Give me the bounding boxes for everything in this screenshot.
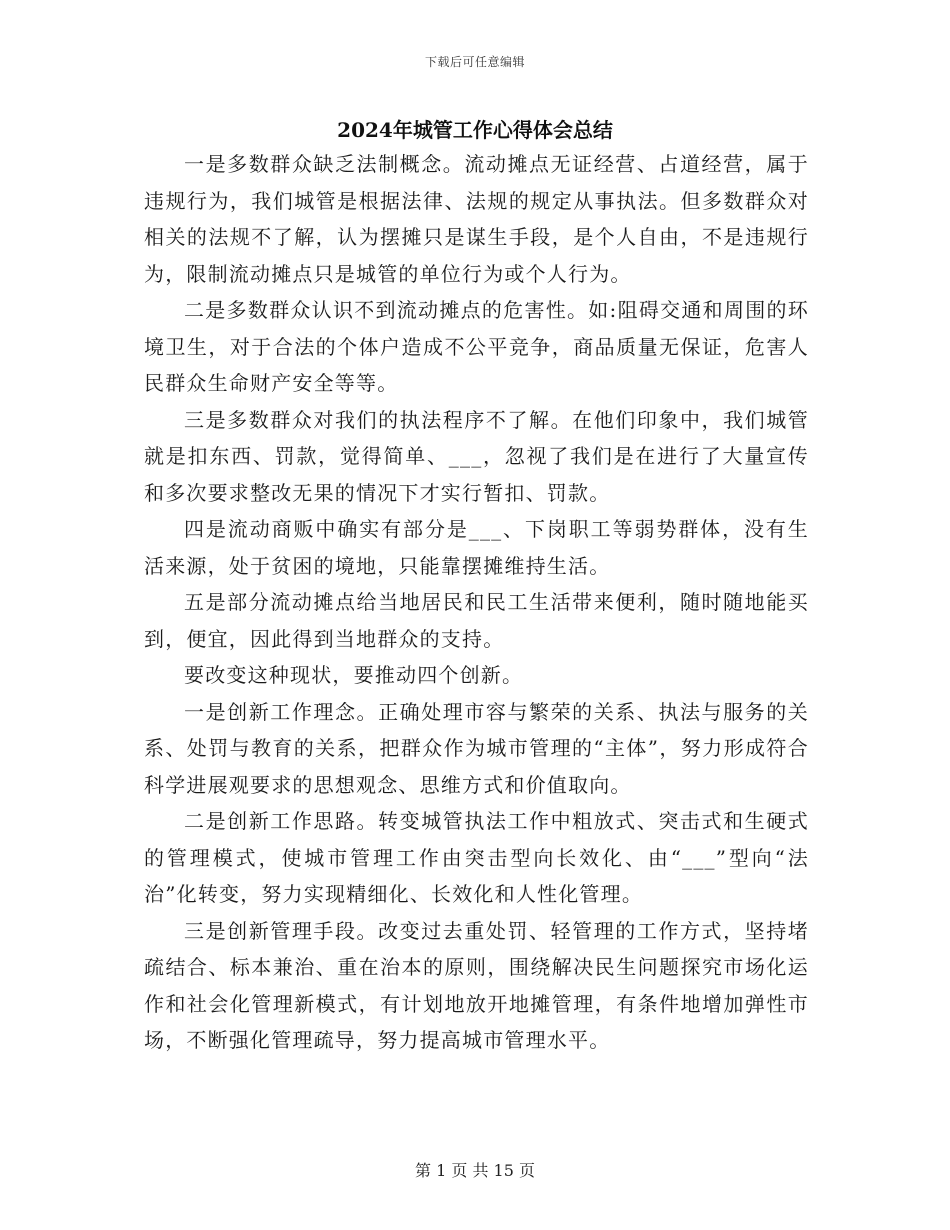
- document-body: [144, 146, 809, 1059]
- paragraph-3: 三是多数群众对我们的执法程序不了解。在他们印象中，我们城管就是扣东西、罚款，觉得简单、___，忽视了我们是在进行了大量宣传和多次要求整改无果的情况下才实行暂扣、罚款。: [144, 407, 809, 505]
- paragraph-8: 二是创新工作思路。转变城管执法工作中粗放式、突击式和生硬式的管理模式，使城市管理工作由突击型向长效化、由“___”型向“法治”化转变，努力实现精细化、长效化和人性化管理。: [144, 809, 809, 906]
- paragraph-4: 四是流动商贩中确实有部分是___、下岗职工等弱势群体，没有生活来源，处于贫困的境地，只能靠摆摊维持生活。: [144, 517, 809, 578]
- document-title: 2024年城管工作心得体会总结: [337, 118, 613, 142]
- paragraph-1: 一是多数群众缺乏法制概念。流动摊点无证经营、占道经营，属于违规行为，我们城管是根据法律、法规的规定从事执法。但多数群众对相关的法规不了解，认为摆摊只是谋生手段，是个人自由，不是违规行为，限制流动摊点只是城管的单位行为或个人行为。: [144, 152, 809, 286]
- paragraph-7: 一是创新工作理念。正确处理市容与繁荣的关系、执法与服务的关系、处罚与教育的关系，把群众作为城市管理的“主体”，努力形成符合科学进展观要求的思想观念、思维方式和价值取向。: [144, 699, 809, 797]
- download-note: 下载后可任意编辑: [424, 55, 525, 69]
- paragraph-9: 三是创新管理手段。改变过去重处罚、轻管理的工作方式，坚持堵疏结合、标本兼治、重在治本的原则，围绕解决民生问题探究市场化运作和社会化管理新模式，有计划地放开地摊管理，有条件地增加弹性市场，不断强化管理疏导，努力提高城市管理水平。: [144, 918, 809, 1052]
- page-number: 第 1 页 共 15 页: [415, 1161, 535, 1180]
- paragraph-5: 五是部分流动摊点给当地居民和民工生活带来便利，随时随地能买到，便宜，因此得到当地群众的支持。: [144, 590, 809, 651]
- paragraph-6: 要改变这种现状，要推动四个创新。: [184, 663, 524, 687]
- paragraph-2: 二是多数群众认识不到流动摊点的危害性。如:阻碍交通和周围的环境卫生，对于合法的个体户造成不公平竞争，商品质量无保证，危害人民群众生命财产安全等等。: [144, 298, 809, 395]
